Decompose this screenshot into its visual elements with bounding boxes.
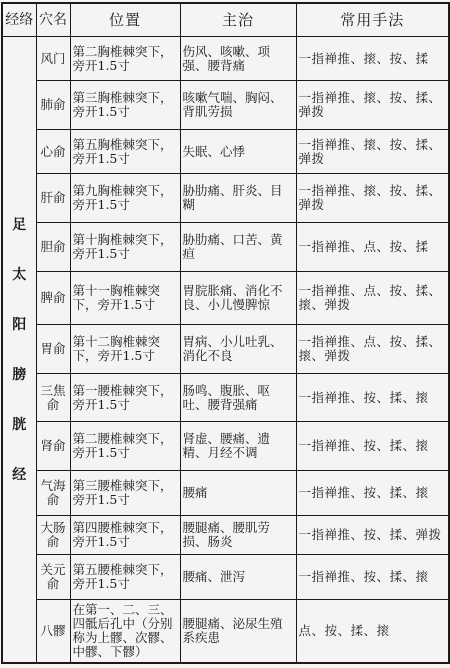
header-indication: 主治 bbox=[180, 3, 296, 37]
indication-cell: 伤风、咳嗽、项强、腰背痛 bbox=[180, 37, 296, 81]
indication-cell: 腰痛、泄泻 bbox=[180, 555, 296, 599]
technique-cell: 一指禅推、按、揉、㨰 bbox=[296, 555, 449, 599]
technique-cell: 一指禅推、㨰、按、揉、弹拨 bbox=[296, 130, 449, 174]
indication-cell: 肠鸣、腹胀、呕吐、腰背强痛 bbox=[180, 373, 296, 422]
technique-cell: 一指禅推、点、按、揉、㨰、弹拨 bbox=[296, 271, 449, 324]
table-row bbox=[2, 223, 449, 272]
table-row bbox=[2, 555, 449, 599]
point-name-cell: 脾俞 bbox=[36, 271, 70, 324]
meridian-char: 胱 bbox=[12, 416, 27, 433]
table-row bbox=[2, 373, 449, 422]
point-name-cell: 气海俞 bbox=[36, 471, 70, 515]
indication-cell: 胃脘胀痛、消化不良、小儿慢脾惊 bbox=[180, 271, 296, 324]
point-name-cell: 胆俞 bbox=[36, 223, 70, 272]
meridian-char: 膀 bbox=[12, 366, 27, 383]
acupoint-table bbox=[1, 2, 450, 664]
table-row bbox=[2, 271, 449, 324]
location-cell: 第三胸椎棘突下，旁开1.5寸 bbox=[70, 81, 180, 130]
point-name-cell: 八髎 bbox=[36, 599, 70, 663]
location-cell: 第十二胸椎棘突下，旁开1.5寸 bbox=[70, 325, 180, 374]
technique-cell: 一指禅推、㨰、按、揉、弹拨 bbox=[296, 174, 449, 223]
table-header-row bbox=[2, 3, 449, 37]
technique-cell: 一指禅推、㨰、按、揉 bbox=[296, 37, 449, 81]
location-cell: 第三腰椎棘突下，旁开1.5寸 bbox=[70, 471, 180, 515]
point-name-cell: 三焦俞 bbox=[36, 373, 70, 422]
header-technique: 常用手法 bbox=[296, 3, 449, 37]
technique-cell: 一指禅推、点、按、揉 bbox=[296, 223, 449, 272]
location-cell: 第四腰椎棘突下，旁开1.5寸 bbox=[70, 515, 180, 555]
table-row bbox=[2, 81, 449, 130]
indication-cell: 咳嗽气喘、胸闷、背肌劳损 bbox=[180, 81, 296, 130]
indication-cell: 腰痛 bbox=[180, 471, 296, 515]
location-cell: 第五胸椎棘突下，旁开1.5寸 bbox=[70, 130, 180, 174]
point-name-cell: 肺俞 bbox=[36, 81, 70, 130]
table-row bbox=[2, 174, 449, 223]
table-row bbox=[2, 471, 449, 515]
indication-cell: 肾虚、腰痛、遗精、月经不调 bbox=[180, 422, 296, 471]
indication-cell: 腰腿痛、腰肌劳损、肠炎 bbox=[180, 515, 296, 555]
location-cell: 第五腰椎棘突下，旁开1.5寸 bbox=[70, 555, 180, 599]
point-name-cell: 胃俞 bbox=[36, 325, 70, 374]
location-cell: 第十胸椎棘突下，旁开1.5寸 bbox=[70, 223, 180, 272]
meridian-char: 太 bbox=[12, 266, 27, 283]
indication-cell: 胁肋痛、肝炎、目糊 bbox=[180, 174, 296, 223]
table-row bbox=[2, 37, 449, 81]
technique-cell: 一指禅推、按、揉、㨰 bbox=[296, 422, 449, 471]
location-cell: 第二腰椎棘突下，旁开1.5寸 bbox=[70, 422, 180, 471]
location-cell: 在第一、二、三、四骶后孔中（分别称为上髎、次髎、中髎、下髎） bbox=[70, 599, 180, 663]
technique-cell: 一指禅推、按、揉、弹拨 bbox=[296, 515, 449, 555]
table-row bbox=[2, 422, 449, 471]
header-meridian: 经络 bbox=[2, 3, 36, 37]
table-row bbox=[2, 130, 449, 174]
table-row bbox=[2, 515, 449, 555]
location-cell: 第九胸椎棘突下，旁开1.5寸 bbox=[70, 174, 180, 223]
technique-cell: 一指禅推、㨰、按、揉、弹拨 bbox=[296, 81, 449, 130]
indication-cell: 失眠、心悸 bbox=[180, 130, 296, 174]
indication-cell: 胃病、小儿吐乳、消化不良 bbox=[180, 325, 296, 374]
table-body bbox=[2, 37, 449, 664]
meridian-cell bbox=[2, 37, 36, 664]
location-cell: 第十一胸椎棘突下，旁开1.5寸 bbox=[70, 271, 180, 324]
meridian-char: 阳 bbox=[12, 316, 27, 333]
location-cell: 第二胸椎棘突下，旁开1.5寸 bbox=[70, 37, 180, 81]
technique-cell: 一指禅推、按、揉、㨰 bbox=[296, 471, 449, 515]
meridian-char: 足 bbox=[12, 216, 27, 233]
table-row bbox=[2, 325, 449, 374]
header-location: 位置 bbox=[70, 3, 180, 37]
point-name-cell: 关元俞 bbox=[36, 555, 70, 599]
point-name-cell: 风门 bbox=[36, 37, 70, 81]
point-name-cell: 心俞 bbox=[36, 130, 70, 174]
location-cell: 第一腰椎棘突下，旁开1.5寸 bbox=[70, 373, 180, 422]
technique-cell: 一指禅推、点、按、揉、㨰、弹拨 bbox=[296, 325, 449, 374]
technique-cell: 点、按、揉、㨰 bbox=[296, 599, 449, 663]
indication-cell: 腰腿痛、泌尿生殖系疾患 bbox=[180, 599, 296, 663]
technique-cell: 一指禅推、按、揉、㨰 bbox=[296, 373, 449, 422]
indication-cell: 胁肋痛、口苦、黄疸 bbox=[180, 223, 296, 272]
point-name-cell: 肝俞 bbox=[36, 174, 70, 223]
header-point: 穴名 bbox=[36, 3, 70, 37]
point-name-cell: 大肠俞 bbox=[36, 515, 70, 555]
table-row bbox=[2, 599, 449, 663]
meridian-char: 经 bbox=[12, 466, 27, 483]
point-name-cell: 肾俞 bbox=[36, 422, 70, 471]
